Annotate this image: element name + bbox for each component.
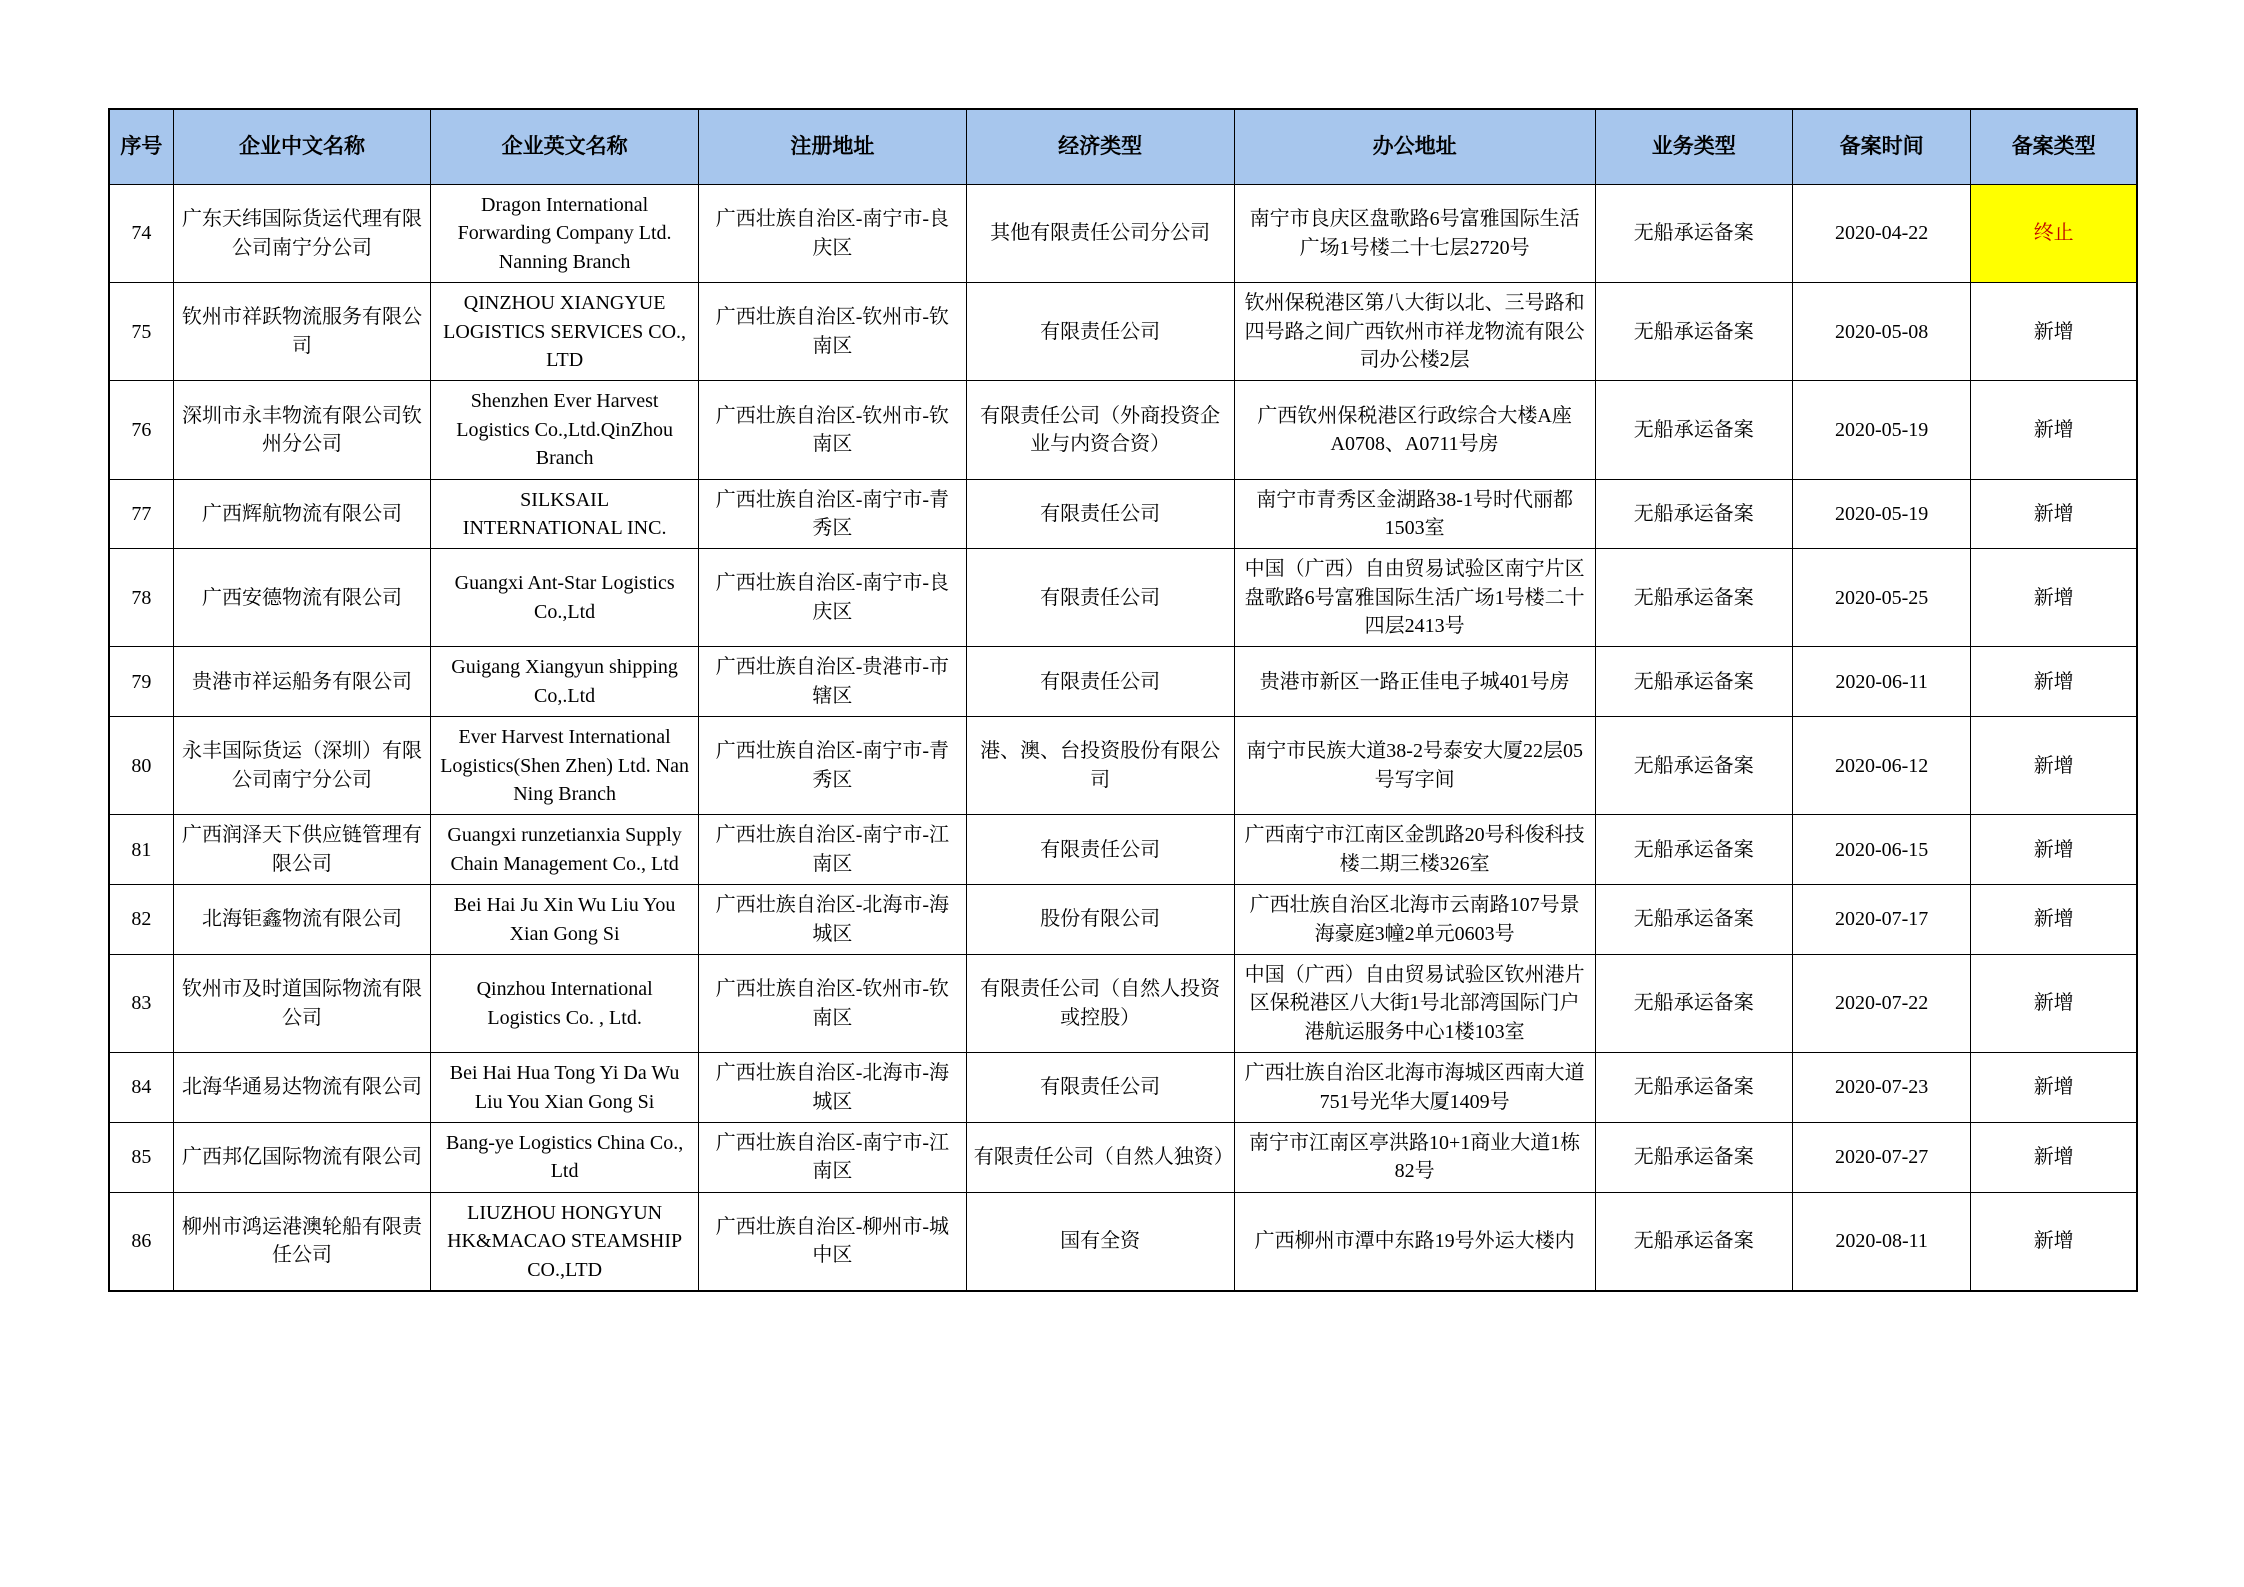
cell-record-date: 2020-07-17: [1792, 885, 1971, 955]
column-header-record-date: 备案时间: [1792, 109, 1971, 185]
cell-record-date: 2020-05-19: [1792, 381, 1971, 479]
cell-name-en: LIUZHOU HONGYUN HK&MACAO STEAMSHIP CO.,LTD: [431, 1192, 699, 1291]
cell-record-type: 新增: [1971, 381, 2137, 479]
cell-office-address: 南宁市青秀区金湖路38-1号时代丽都1503室: [1234, 479, 1595, 549]
cell-name-cn: 北海钜鑫物流有限公司: [173, 885, 430, 955]
cell-reg-address: 广西壮族自治区-柳州市-城中区: [699, 1192, 967, 1291]
cell-record-date: 2020-06-12: [1792, 717, 1971, 815]
cell-office-address: 广西南宁市江南区金凯路20号科俊科技楼二期三楼326室: [1234, 815, 1595, 885]
cell-record-date: 2020-06-11: [1792, 647, 1971, 717]
cell-reg-address: 广西壮族自治区-北海市-海城区: [699, 1053, 967, 1123]
column-header-economy-type: 经济类型: [966, 109, 1234, 185]
cell-record-type: 新增: [1971, 647, 2137, 717]
cell-office-address: 中国（广西）自由贸易试验区南宁片区盘歌路6号富雅国际生活广场1号楼二十四层2413号: [1234, 549, 1595, 647]
cell-business-type: 无船承运备案: [1595, 717, 1792, 815]
cell-seq: 77: [109, 479, 173, 549]
cell-name-en: Bang-ye Logistics China Co., Ltd: [431, 1122, 699, 1192]
cell-record-type: 新增: [1971, 954, 2137, 1052]
cell-seq: 74: [109, 185, 173, 283]
cell-record-date: 2020-07-27: [1792, 1122, 1971, 1192]
cell-reg-address: 广西壮族自治区-钦州市-钦南区: [699, 283, 967, 381]
cell-name-en: Shenzhen Ever Harvest Logistics Co.,Ltd.QinZhou Branch: [431, 381, 699, 479]
cell-name-cn: 永丰国际货运（深圳）有限公司南宁分公司: [173, 717, 430, 815]
cell-record-date: 2020-05-19: [1792, 479, 1971, 549]
cell-name-cn: 深圳市永丰物流有限公司钦州分公司: [173, 381, 430, 479]
cell-business-type: 无船承运备案: [1595, 954, 1792, 1052]
cell-name-cn: 贵港市祥运船务有限公司: [173, 647, 430, 717]
cell-seq: 82: [109, 885, 173, 955]
table-row: [109, 479, 2137, 549]
cell-economy-type: 有限责任公司: [966, 479, 1234, 549]
cell-office-address: 南宁市良庆区盘歌路6号富雅国际生活广场1号楼二十七层2720号: [1234, 185, 1595, 283]
cell-reg-address: 广西壮族自治区-南宁市-江南区: [699, 815, 967, 885]
cell-reg-address: 广西壮族自治区-南宁市-青秀区: [699, 479, 967, 549]
cell-name-cn: 钦州市祥跃物流服务有限公司: [173, 283, 430, 381]
cell-business-type: 无船承运备案: [1595, 1053, 1792, 1123]
table-row: [109, 283, 2137, 381]
cell-name-cn: 广西润泽天下供应链管理有限公司: [173, 815, 430, 885]
cell-record-date: 2020-06-15: [1792, 815, 1971, 885]
cell-name-cn: 广西辉航物流有限公司: [173, 479, 430, 549]
cell-name-en: Bei Hai Ju Xin Wu Liu You Xian Gong Si: [431, 885, 699, 955]
table-row: [109, 1192, 2137, 1291]
cell-name-en: Ever Harvest International Logistics(Shen Zhen) Ltd. Nan Ning Branch: [431, 717, 699, 815]
cell-economy-type: 有限责任公司: [966, 549, 1234, 647]
cell-record-type: 新增: [1971, 549, 2137, 647]
table-row: [109, 185, 2137, 283]
cell-name-cn: 柳州市鸿运港澳轮船有限责任公司: [173, 1192, 430, 1291]
cell-economy-type: 有限责任公司（自然人投资或控股）: [966, 954, 1234, 1052]
cell-economy-type: 股份有限公司: [966, 885, 1234, 955]
cell-name-cn: 广东天纬国际货运代理有限公司南宁分公司: [173, 185, 430, 283]
cell-economy-type: 有限责任公司: [966, 283, 1234, 381]
cell-seq: 76: [109, 381, 173, 479]
table-row: [109, 1122, 2137, 1192]
cell-economy-type: 国有全资: [966, 1192, 1234, 1291]
cell-reg-address: 广西壮族自治区-贵港市-市辖区: [699, 647, 967, 717]
cell-record-type: 新增: [1971, 479, 2137, 549]
cell-record-type: 新增: [1971, 717, 2137, 815]
cell-name-cn: 广西安德物流有限公司: [173, 549, 430, 647]
cell-reg-address: 广西壮族自治区-南宁市-良庆区: [699, 185, 967, 283]
table-row: [109, 954, 2137, 1052]
column-header-name-en: 企业英文名称: [431, 109, 699, 185]
cell-reg-address: 广西壮族自治区-钦州市-钦南区: [699, 381, 967, 479]
cell-economy-type: 其他有限责任公司分公司: [966, 185, 1234, 283]
cell-business-type: 无船承运备案: [1595, 283, 1792, 381]
cell-name-en: Guigang Xiangyun shipping Co,.Ltd: [431, 647, 699, 717]
cell-business-type: 无船承运备案: [1595, 1192, 1792, 1291]
cell-seq: 81: [109, 815, 173, 885]
cell-seq: 78: [109, 549, 173, 647]
cell-name-en: QINZHOU XIANGYUE LOGISTICS SERVICES CO., LTD: [431, 283, 699, 381]
column-header-reg-address: 注册地址: [699, 109, 967, 185]
cell-office-address: 南宁市民族大道38-2号泰安大厦22层05号写字间: [1234, 717, 1595, 815]
cell-record-date: 2020-04-22: [1792, 185, 1971, 283]
cell-reg-address: 广西壮族自治区-南宁市-江南区: [699, 1122, 967, 1192]
cell-name-cn: 广西邦亿国际物流有限公司: [173, 1122, 430, 1192]
status-badge-terminated: 终止: [1971, 185, 2137, 283]
column-header-office-address: 办公地址: [1234, 109, 1595, 185]
cell-name-cn: 北海华通易达物流有限公司: [173, 1053, 430, 1123]
column-header-seq: 序号: [109, 109, 173, 185]
cell-record-type: 新增: [1971, 1192, 2137, 1291]
cell-reg-address: 广西壮族自治区-钦州市-钦南区: [699, 954, 967, 1052]
cell-business-type: 无船承运备案: [1595, 815, 1792, 885]
cell-office-address: 广西钦州保税港区行政综合大楼A座A0708、A0711号房: [1234, 381, 1595, 479]
cell-record-type: 新增: [1971, 1053, 2137, 1123]
table-row: [109, 549, 2137, 647]
cell-office-address: 广西壮族自治区北海市云南路107号景海豪庭3幢2单元0603号: [1234, 885, 1595, 955]
table-row: [109, 1053, 2137, 1123]
cell-reg-address: 广西壮族自治区-南宁市-青秀区: [699, 717, 967, 815]
cell-seq: 83: [109, 954, 173, 1052]
cell-economy-type: 有限责任公司（外商投资企业与内资合资）: [966, 381, 1234, 479]
cell-business-type: 无船承运备案: [1595, 381, 1792, 479]
cell-record-type: 新增: [1971, 1122, 2137, 1192]
cell-name-en: Qinzhou International Logistics Co. , Ltd.: [431, 954, 699, 1052]
cell-name-en: Bei Hai Hua Tong Yi Da Wu Liu You Xian Gong Si: [431, 1053, 699, 1123]
cell-seq: 80: [109, 717, 173, 815]
cell-business-type: 无船承运备案: [1595, 185, 1792, 283]
cell-economy-type: 有限责任公司: [966, 815, 1234, 885]
cell-name-en: SILKSAIL INTERNATIONAL INC.: [431, 479, 699, 549]
cell-business-type: 无船承运备案: [1595, 885, 1792, 955]
table-header-row: [109, 109, 2137, 185]
cell-business-type: 无船承运备案: [1595, 1122, 1792, 1192]
column-header-record-type: 备案类型: [1971, 109, 2137, 185]
table-row: [109, 381, 2137, 479]
cell-name-en: Dragon International Forwarding Company Ltd. Nanning Branch: [431, 185, 699, 283]
cell-economy-type: 有限责任公司: [966, 647, 1234, 717]
cell-reg-address: 广西壮族自治区-南宁市-良庆区: [699, 549, 967, 647]
cell-record-type: 新增: [1971, 815, 2137, 885]
cell-record-type: 新增: [1971, 283, 2137, 381]
cell-record-date: 2020-05-25: [1792, 549, 1971, 647]
cell-business-type: 无船承运备案: [1595, 549, 1792, 647]
cell-record-date: 2020-05-08: [1792, 283, 1971, 381]
cell-seq: 86: [109, 1192, 173, 1291]
cell-reg-address: 广西壮族自治区-北海市-海城区: [699, 885, 967, 955]
cell-office-address: 钦州保税港区第八大街以北、三号路和四号路之间广西钦州市祥龙物流有限公司办公楼2层: [1234, 283, 1595, 381]
table-row: [109, 885, 2137, 955]
cell-record-date: 2020-07-23: [1792, 1053, 1971, 1123]
cell-office-address: 南宁市江南区亭洪路10+1商业大道1栋82号: [1234, 1122, 1595, 1192]
cell-office-address: 广西壮族自治区北海市海城区西南大道751号光华大厦1409号: [1234, 1053, 1595, 1123]
cell-office-address: 广西柳州市潭中东路19号外运大楼内: [1234, 1192, 1595, 1291]
table-row: [109, 717, 2137, 815]
cell-business-type: 无船承运备案: [1595, 479, 1792, 549]
cell-economy-type: 有限责任公司: [966, 1053, 1234, 1123]
cell-name-en: Guangxi runzetianxia Supply Chain Management Co., Ltd: [431, 815, 699, 885]
table-row: [109, 647, 2137, 717]
cell-seq: 85: [109, 1122, 173, 1192]
cell-record-type: 新增: [1971, 885, 2137, 955]
column-header-name-cn: 企业中文名称: [173, 109, 430, 185]
cell-office-address: 贵港市新区一路正佳电子城401号房: [1234, 647, 1595, 717]
nvocc-registration-table: [108, 108, 2138, 1292]
cell-record-date: 2020-07-22: [1792, 954, 1971, 1052]
cell-business-type: 无船承运备案: [1595, 647, 1792, 717]
cell-seq: 79: [109, 647, 173, 717]
cell-record-date: 2020-08-11: [1792, 1192, 1971, 1291]
table-row: [109, 815, 2137, 885]
cell-seq: 84: [109, 1053, 173, 1123]
cell-economy-type: 港、澳、台投资股份有限公司: [966, 717, 1234, 815]
column-header-business-type: 业务类型: [1595, 109, 1792, 185]
cell-name-en: Guangxi Ant-Star Logistics Co.,Ltd: [431, 549, 699, 647]
cell-office-address: 中国（广西）自由贸易试验区钦州港片区保税港区八大街1号北部湾国际门户港航运服务中心1楼103室: [1234, 954, 1595, 1052]
cell-name-cn: 钦州市及时道国际物流有限公司: [173, 954, 430, 1052]
cell-seq: 75: [109, 283, 173, 381]
cell-economy-type: 有限责任公司（自然人独资）: [966, 1122, 1234, 1192]
